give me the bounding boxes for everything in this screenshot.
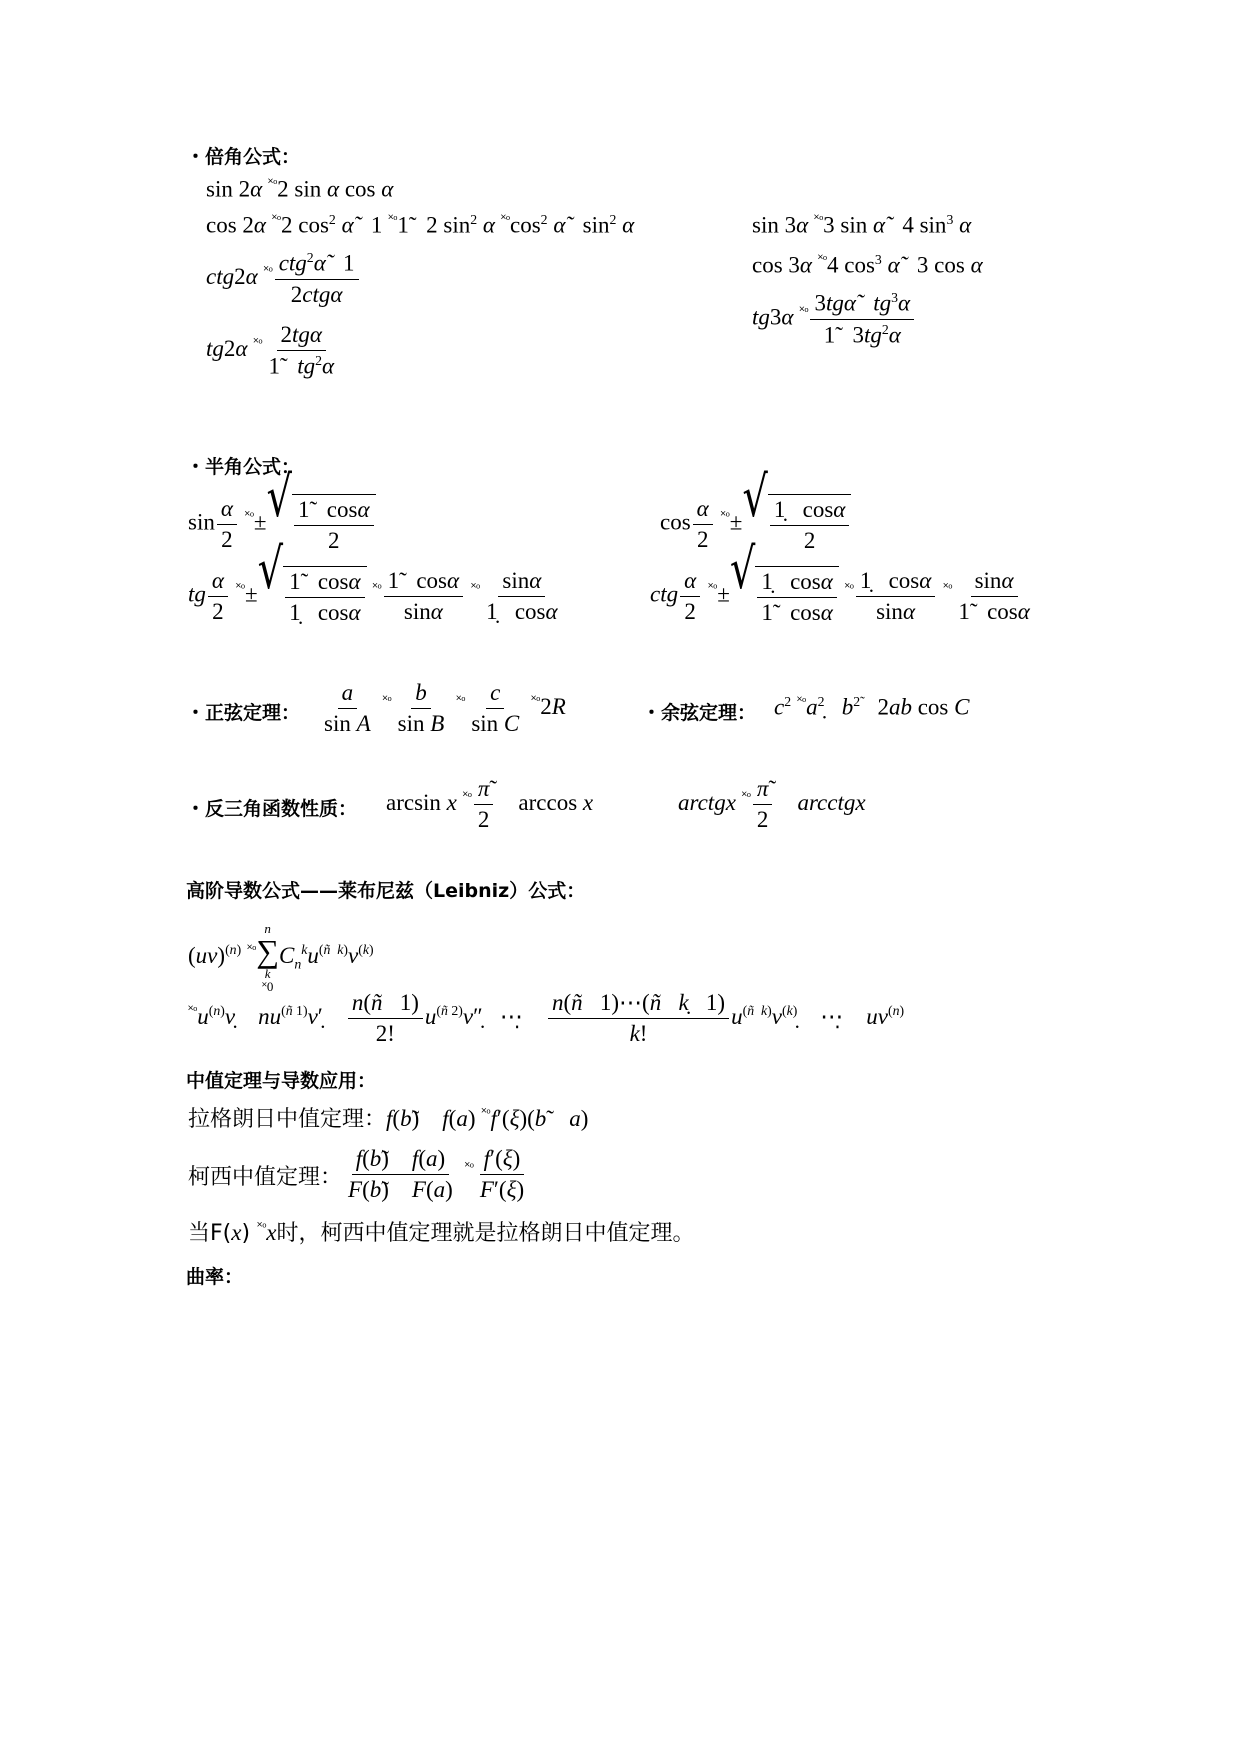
formula-cosine-law: $c^2$ $^{˟ᵒ}a^2̣$ $b^{2̃}$ 2ab cos C — [774, 694, 970, 720]
section-heading-double-angle: ・倍角公式： — [186, 146, 301, 168]
note-eq: ˟ᵒ — [257, 1219, 267, 1235]
formula-cos-half: cos $\frac{\alpha}{2}$ $^{˟ᵒ}$± √ $\frac{1̣ \cos\alpha}{2}$ — [660, 494, 851, 554]
formula-leibniz-expand: $^{˟ᵒ}u^{(n)}ṿ$ $nu^{(ñ 1)}v'̣$ $\frac{n(ñ 1)}{2!}$ $u^{(ñ 2)}v''̣$ ⋯̣ $\frac{\text{n(ñ 1)⋯(ñ ḳ 1)}}{k!}$ $u^{(ñ k)}v^{(k)}̣$ ⋯̣ $uv^{(n)}$ — [188, 990, 905, 1046]
section-heading-inverse-trig: ・反三角函数性质： — [186, 798, 358, 820]
section-heading-half-angle: ・半角公式： — [186, 456, 301, 478]
note-when: 当F( — [188, 1221, 232, 1246]
section-heading-curvature: 曲率： — [186, 1266, 244, 1288]
cauchy-label: 柯西中值定理： — [188, 1164, 343, 1190]
formula-ctg2a: ctg2α $^{˟ᵒ}$ $\frac{ctg^2\alphã 1}{\text{2ctgα}}$ — [206, 250, 361, 308]
formula-cauchy: $\frac{f(b̃) f(a)}{F(b̃) F(a)}$ $^{˟ᵒ}$ $\frac{f'(\xi)}{F'(\xi)}$ — [348, 1146, 525, 1202]
note-var-x2: x — [266, 1220, 277, 1245]
cauchy-note — [188, 1216, 695, 1247]
formula-ctg-half: ctg $\frac{\alpha}{2}$ $^{˟ᵒ}$± √ $\frac{1̣ \cos\alpha}{1̃ \cos\alpha}$ $^{˟ᵒ}$ $\frac{1̣ \cos\alpha}{\sin\alpha}$ $^{˟ᵒ}$ $\frac{\sin\alpha}{1̃ \cos\alpha}$ — [650, 537, 1030, 625]
formula-sin2a: sin 2α $^{˟ᵒ}$2 sin α cos α — [206, 176, 394, 202]
formula-cos3a: cos 3α $^{˟ᵒ}$4 $\cos^3$ α̃ 3 cos α — [752, 252, 983, 278]
formula-cos2a: cos 2α $^{˟ᵒ}$2 $\cos^2$ α̃ 1 $^{˟ᵒ}$1̃ 2 $\sin^2 \alpha$ $^{˟ᵒ}\cos^2$ α̃ $\sin^2 \alpha$ — [206, 212, 635, 238]
note-var-x1: x — [231, 1220, 242, 1245]
formula-arcsin-arccos: arcsin x $^{˟ᵒ}$ $\frac{\pi}{2}$ arccos x — [386, 776, 594, 832]
formula-leibniz-sum: (uv)$^{(n)}$ $^{˟ᵒ}$ n ∑ k $˟0C_n^ku^{(ñ k)}v^{(k)}$ — [188, 921, 374, 994]
note-tail: 时，柯西中值定理就是拉格朗日中值定理。 — [276, 1221, 695, 1246]
formula-tg3a: tg3α $^{˟ᵒ}$ $\frac{3tg\alphã tg^3\alpha}{1̃ 3tg^2\alpha}$ — [752, 290, 916, 348]
formula-sin3a: sin 3α $^{˟ᵒ}$3 sin α̃ 4 $\sin^3 \alpha$ — [752, 212, 972, 238]
lagrange-theorem — [188, 1102, 588, 1133]
note-mid: ) — [241, 1221, 258, 1246]
cauchy-theorem — [188, 1146, 530, 1203]
formula-arctg-arcctg: arctgx $^{˟ᵒ}$ $\frac{\pi}{2}$ arcctgx — [678, 776, 866, 832]
section-heading-mean-value: 中值定理与导数应用： — [186, 1070, 377, 1092]
formula-sin-half: sin $\frac{\alpha}{2}$ $^{˟ᵒ}$± √ $\frac{1̃ \cos\alpha}{2}$ — [188, 494, 376, 554]
formula-tg2a: tg2α $^{˟ᵒ}$ $\frac{\text{2tgα}}{1̃ tg^2\alpha}$ — [206, 322, 335, 379]
formula-sine-law: $\frac{a}{\text{sin A}}$ $^{˟ᵒ}$ $\frac{b}{\text{sin B}}$ $^{˟ᵒ}$ $\frac{c}{\text{sin C}}$ $^{˟ᵒ}$2R — [324, 680, 566, 736]
formula-tg-half: tg $\frac{\alpha}{2}$ $^{˟ᵒ}$± √ $\frac{1̃ \cos\alpha}{1̣ \cos\alpha}$ $^{˟ᵒ}$ $\frac{1̃ \cos\alpha}{\sin\alpha}$ $^{˟ᵒ}$ $\frac{\sin\alpha}{1̣ \cos\alpha}$ — [188, 537, 558, 625]
section-heading-cosine-law: ・余弦定理： — [642, 702, 757, 724]
section-heading-leibniz: 高阶导数公式——莱布尼兹（Leibniz）公式： — [186, 880, 586, 902]
formula-lagrange: f(b̃) f(a) $^{˟ᵒ}$f′(ξ)(b̃ a) — [386, 1105, 589, 1131]
section-heading-sine-law: ・正弦定理： — [186, 702, 301, 724]
lagrange-label: 拉格朗日中值定理： — [188, 1107, 387, 1132]
